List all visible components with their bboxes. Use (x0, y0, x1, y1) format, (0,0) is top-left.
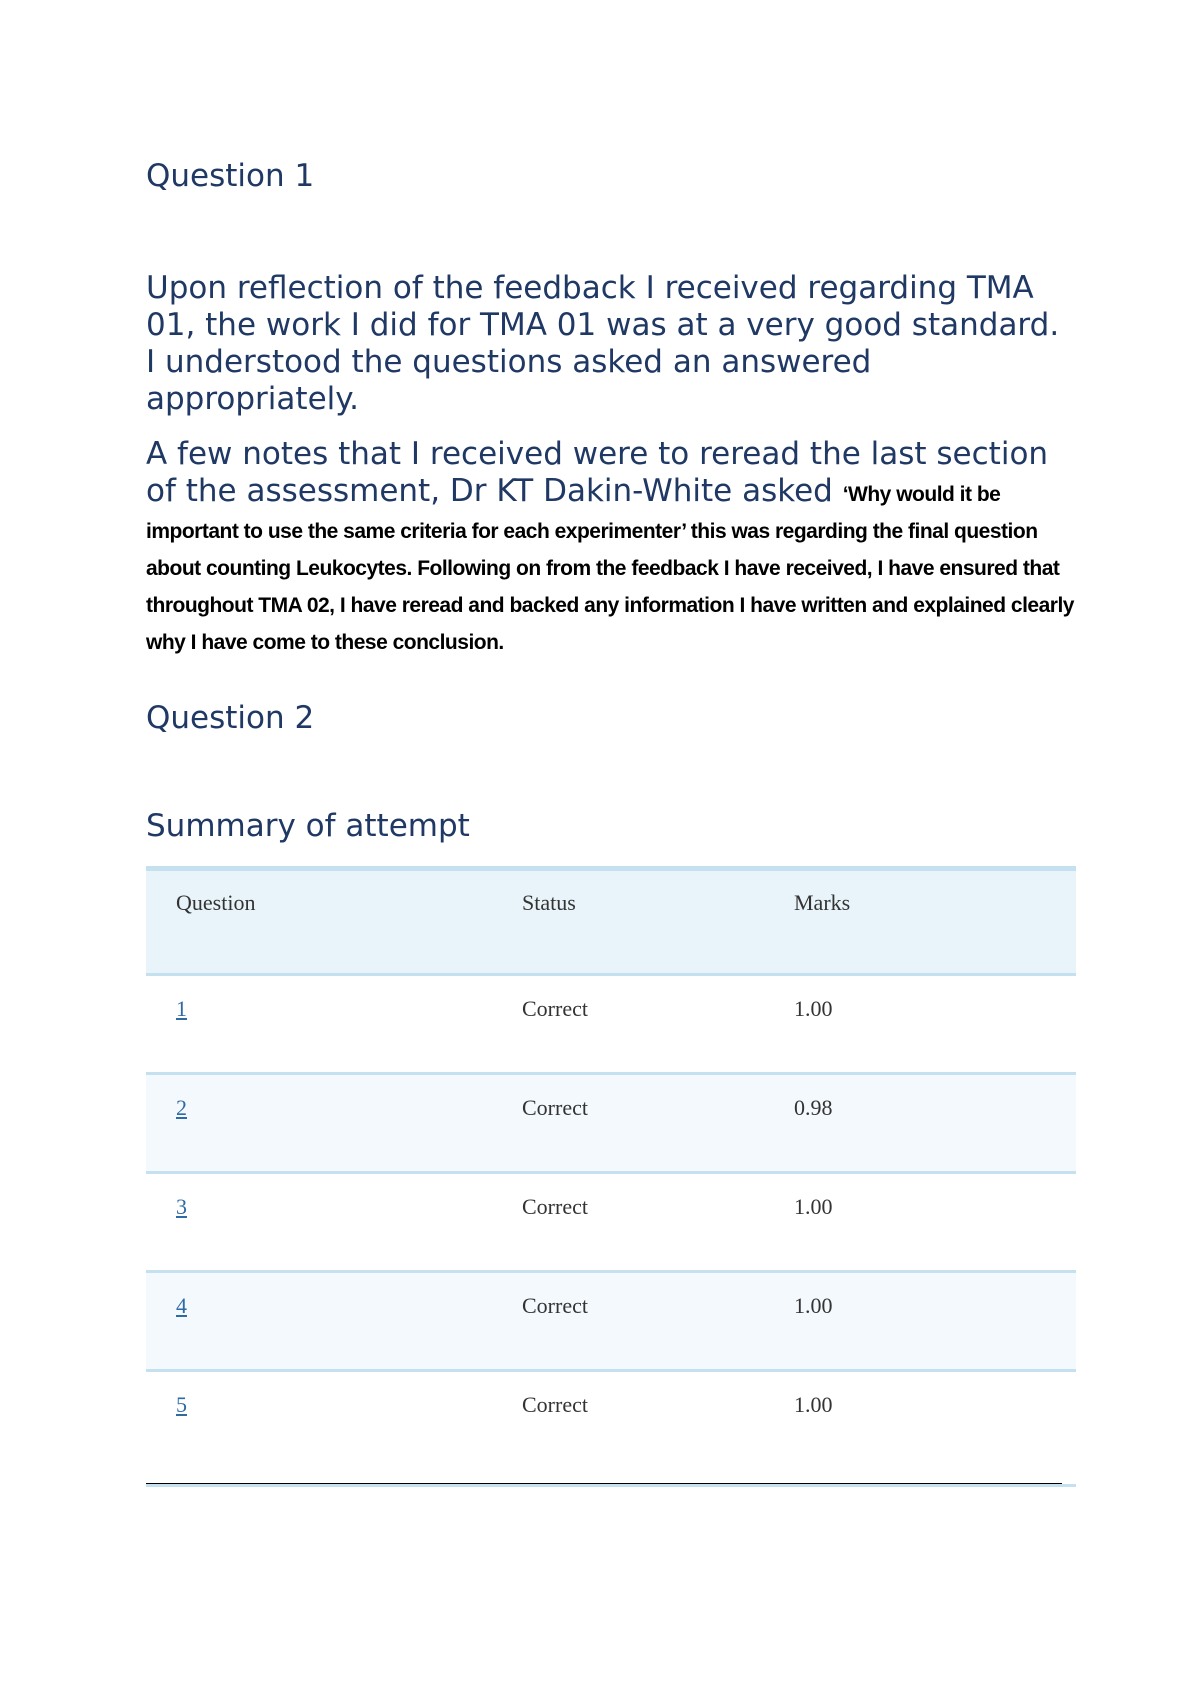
question-link-5[interactable]: 5 (176, 1392, 187, 1417)
column-header-status: Status (522, 890, 576, 915)
summary-table (146, 866, 1076, 1468)
reflection-paragraph: Upon reflection of the feedback I received regarding TMA 01, the work I did for TMA 01 was at a very good standard. I understood the questions asked an answered appropriately. (146, 270, 1060, 417)
status-cell: Correct (522, 1293, 588, 1318)
marks-cell: 1.00 (794, 996, 833, 1021)
column-header-question: Question (176, 890, 256, 915)
marks-cell: 1.00 (794, 1194, 833, 1219)
feedback-notes-paragraph (146, 436, 1076, 658)
table-row (146, 973, 1076, 1072)
marks-cell: 1.00 (794, 1392, 833, 1417)
table-header-row (146, 866, 1076, 973)
status-cell: Correct (522, 1194, 588, 1219)
status-cell: Correct (522, 1392, 588, 1417)
question-link-1[interactable]: 1 (176, 996, 187, 1021)
table-row (146, 1072, 1076, 1171)
feedback-notes-lead: A few notes that I received were to reread the last section of the assessment, Dr KT Dakin-White asked (146, 436, 1049, 509)
summary-of-attempt-heading: Summary of attempt (146, 808, 470, 844)
marks-cell: 1.00 (794, 1293, 833, 1318)
question-link-3[interactable]: 3 (176, 1194, 187, 1219)
question-1-heading: Question 1 (146, 158, 315, 194)
table-row (146, 1369, 1076, 1468)
question-link-4[interactable]: 4 (176, 1293, 187, 1318)
table-row (146, 1171, 1076, 1270)
table-bottom-border (146, 1484, 1076, 1487)
feedback-quote-text: ‘Why would it be important to use the same criteria for each experimenter’ this was regarding the final question about counting Leukocytes. Following on from the feedback I have received, I have ensured that throughout TMA 02, I have reread and backed any information I have written and explained clearly why I have come to these conclusion. (146, 483, 1074, 654)
column-header-marks: Marks (794, 890, 851, 915)
table-row (146, 1270, 1076, 1369)
question-2-heading: Question 2 (146, 700, 315, 736)
marks-cell: 0.98 (794, 1095, 833, 1120)
status-cell: Correct (522, 996, 588, 1021)
question-link-2[interactable]: 2 (176, 1095, 187, 1120)
status-cell: Correct (522, 1095, 588, 1120)
